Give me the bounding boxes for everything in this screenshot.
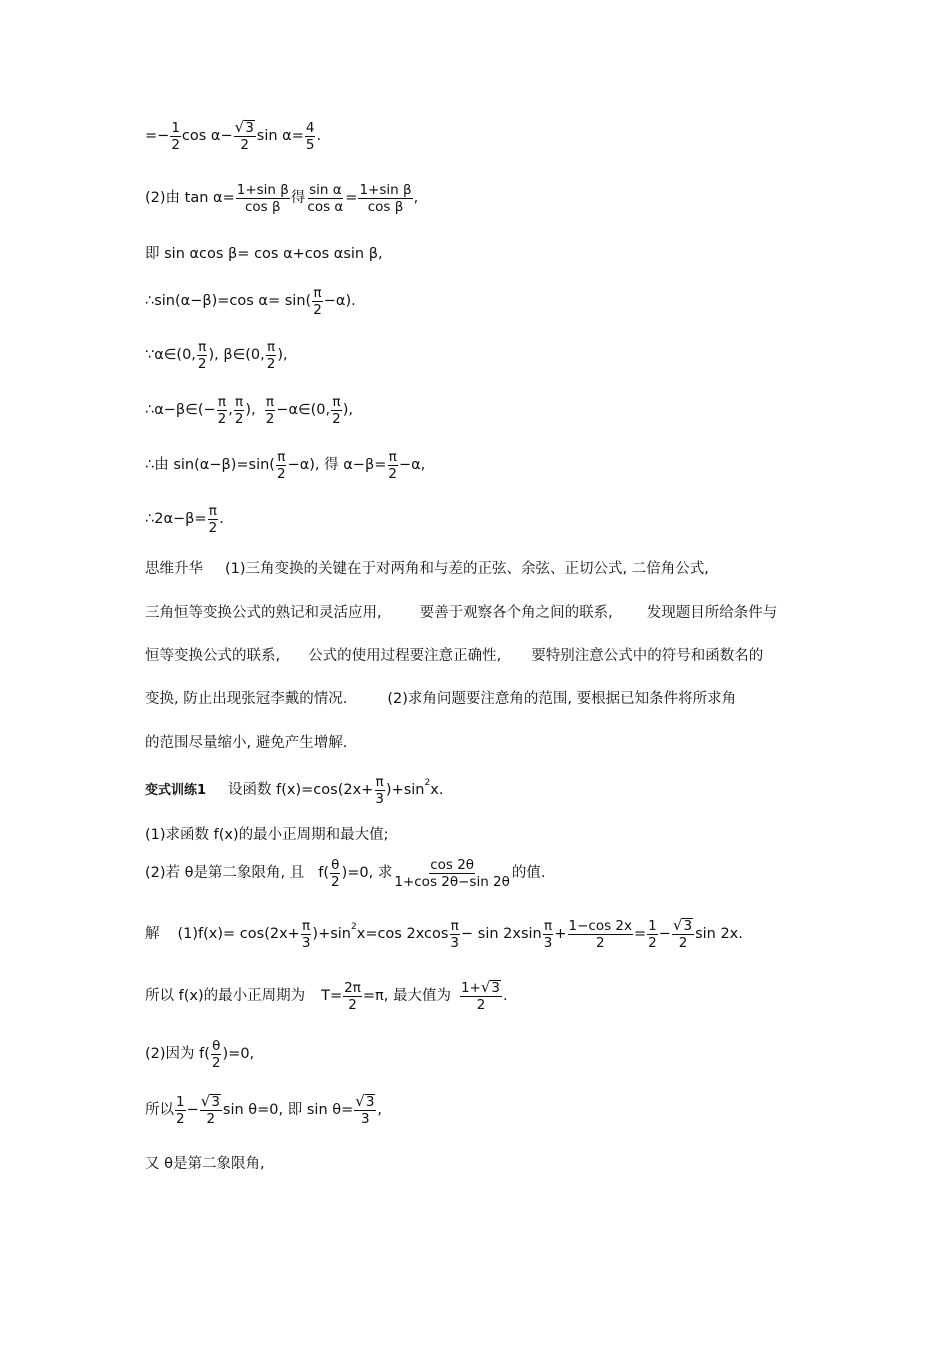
text: 要善于观察各个角之间的联系, [419,605,613,621]
fraction: $\frac{\pi}{3}$ [301,917,311,951]
fraction: $\frac{1-\cos 2x}{2}$ [568,917,632,951]
fraction: $\frac{\pi}{3}$ [450,917,460,951]
text: 设函数 f(x)=cos(2x+ [228,782,374,799]
text: 发现题目所给条件与 [646,605,778,621]
fraction: $\frac{1}{2}$ [171,119,180,153]
summary-line-2 [145,606,777,621]
text: −α, [398,457,426,474]
text: − sin 2xsin [461,925,542,942]
summary-line-4 [145,692,736,707]
text: ∴sin(α−β)=cos α= sin( [145,293,312,310]
text: 得 [290,190,306,207]
eq-line-3 [145,247,383,262]
text: = [345,190,358,207]
solution-line-3 [145,1039,254,1070]
fraction: √ 3 2 [200,1092,220,1128]
text: − [658,925,671,942]
eq-line-7 [145,450,425,481]
text: . [503,987,508,1004]
text: T= [321,987,343,1004]
eq-line-8 [145,504,224,535]
text: = [634,925,647,942]
text: (2)因为 f( [145,1046,210,1063]
text: ), [342,402,354,419]
solution-line-2 [145,980,508,1012]
text: −α∈(0, [276,402,331,419]
fraction: $\frac{1}{2}$ [176,1093,185,1127]
solution-line-4 [145,1094,382,1126]
fraction: $\frac{\text{1+sin β}}{\text{cos β}}$ [359,182,412,216]
fraction: $\frac{\pi}{2}$ [265,394,275,428]
sqrt: √ 3 [200,1092,220,1110]
text: x=cos 2xcos [356,925,449,942]
exercise-line [145,775,443,806]
text: 的范围尽量缩小, 避免产生增解. [145,735,348,751]
text: =π, 最大值为 [362,987,451,1004]
text: (1)三角变换的关键在于对两角和与差的正弦、余弦、正切公式, 二倍角公式, [225,561,709,577]
text: 变换, 防止出现张冠李戴的情况. [145,691,348,707]
text: cos α− [181,127,233,144]
text: ), [245,402,256,419]
text: 所以 [145,1101,174,1118]
text: )=0, 求 [341,865,393,882]
fraction: $\frac{\pi}{2}$ [208,503,218,537]
eq-line-4 [145,286,356,317]
question-2 [145,858,546,889]
fraction: √ 3 2 [672,916,693,952]
text: (2)由 tan α= [145,190,235,207]
text: 又 θ是第二象限角, [145,1156,265,1172]
text: 公式的使用过程要注意正确性, [308,648,502,664]
text: (1)f(x)= cos(2x+ [177,925,300,942]
text: (2)求角问题要注意角的范围, 要根据已知条件将所求角 [387,691,737,707]
superscript: 2 [424,778,431,789]
text: sin 2x. [695,925,743,942]
fraction: $\frac{\theta}{2}$ [211,1038,221,1072]
text: 恒等变换公式的联系, [145,648,281,664]
solution-label: 解 [145,925,160,942]
text: sin θ=0, 即 sin θ= [222,1101,354,1118]
text: =− [145,127,170,144]
fraction: $\frac{\text{1+sin β}}{\text{cos β}}$ [236,182,289,216]
question-1 [145,828,389,843]
text: )+sin [312,925,351,942]
fraction: $\frac{\text{sin α}}{\text{cos α}}$ [307,182,344,216]
superscript: 2 [351,921,357,932]
text: 的值. [511,865,546,882]
text: 所以 f(x)的最小正周期为 [145,987,306,1004]
fraction: $\frac{\pi}{2}$ [276,449,286,483]
text: 要特别注意公式中的符号和函数名的 [531,648,764,664]
text: , [228,402,233,419]
eq-line-5 [145,340,288,371]
fraction: $\frac{2\pi}{2}$ [344,979,361,1013]
text: . [219,511,224,528]
fraction: $\frac{\pi}{2}$ [313,285,322,319]
text: ), β∈(0, [208,347,265,364]
fraction: $\frac{\pi}{2}$ [332,394,341,428]
text: ∴由 sin(α−β)=sin( [145,457,275,474]
solution-line-1 [145,918,743,950]
fraction: $\frac{\cos 2\theta}{1+\cos 2\theta-\sin 2\theta}$ [394,857,510,891]
text: ∵α∈(0, [145,347,196,364]
text: f( [318,865,330,882]
sqrt: √ 3 [672,916,693,934]
text: ), [277,347,288,364]
summary-label: 思维升华 [145,561,203,577]
fraction: 1+ √ 3 2 [460,978,501,1014]
fraction: $\frac{\pi}{2}$ [234,394,244,428]
text: 三角恒等变换公式的熟记和灵活应用, [145,605,382,621]
text: −α). [323,293,356,310]
eq-line-6 [145,395,353,426]
text: (2)若 θ是第二象限角, 且 [145,865,305,882]
solution-line-5 [145,1157,265,1172]
summary-line-5 [145,736,347,751]
fraction: $\frac{\pi}{2}$ [266,339,276,373]
text: , [377,1101,383,1118]
eq-line-1 [145,120,321,152]
fraction: $\frac{\pi}{2}$ [217,394,227,428]
text: )+sin [385,782,425,799]
text: − [186,1101,199,1118]
text: sin α= [256,127,304,144]
text: ∴2α−β= [145,511,207,528]
text: (1)求函数 f(x)的最小正周期和最大值; [145,827,389,843]
fraction: $\frac{\pi}{3}$ [375,774,384,808]
fraction: $\frac{\theta}{2}$ [331,857,340,891]
fraction: $\frac{\pi}{2}$ [388,449,397,483]
fraction: √ 3 2 [234,118,254,154]
fraction: √ 3 3 [355,1092,375,1128]
eq-line-2 [145,183,418,214]
fraction: $\frac{\pi}{3}$ [543,917,553,951]
text: x. [430,782,444,799]
summary-line-1 [145,562,709,577]
text: , [413,190,419,207]
fraction: $\frac{1}{2}$ [648,917,657,951]
sqrt: √ 3 [234,118,254,136]
summary-line-3 [145,649,763,664]
text: 即 sin αcos β= cos α+cos αsin β, [145,246,383,262]
text: )=0, [222,1046,255,1063]
text: . [316,127,322,144]
text: + [554,925,567,942]
text: ∴α−β∈(− [145,402,216,419]
sqrt: √ 3 [480,978,501,996]
fraction: $\frac{4}{5}$ [305,119,315,153]
exercise-label: 变式训练1 [145,783,207,799]
fraction: $\frac{\pi}{2}$ [197,339,207,373]
sqrt: √ 3 [355,1092,375,1110]
text: −α), 得 α−β= [287,457,387,474]
